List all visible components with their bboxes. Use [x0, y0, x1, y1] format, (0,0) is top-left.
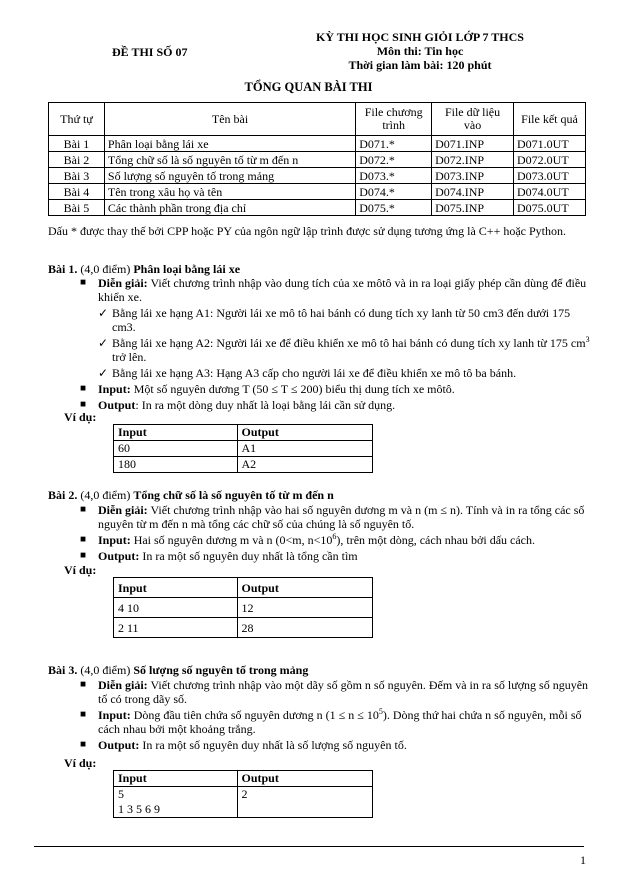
table-row: [49, 136, 586, 152]
bullet-item: [72, 382, 592, 396]
table-cell: 4 10: [114, 598, 238, 618]
table-row: [114, 441, 373, 457]
table-row: [49, 152, 586, 168]
table-cell: Bài 1: [49, 136, 105, 152]
bullet-label: Input:: [98, 708, 131, 722]
problem-name: Tổng chữ số là số nguyên tố từ m đến n: [133, 488, 334, 502]
table-cell: 2: [237, 787, 373, 818]
table-cell: D071.INP: [432, 136, 514, 152]
overview-title: TỔNG QUAN BÀI THI: [244, 80, 373, 94]
bullet-text: Dòng đầu tiên chứa số nguyên dương n (1 ≤ n ≤ 10: [133, 708, 379, 722]
bullet-item: [72, 533, 592, 547]
table-cell: D072.INP: [432, 152, 514, 168]
bullet-text: ). Dòng thứ hai chứa n số nguyên, mỗi số cách nhau bởi một khoảng trắng.: [98, 708, 582, 736]
checkmark-icon: ✓: [98, 306, 109, 320]
table-cell: D074.*: [356, 184, 432, 200]
check-text: Bằng lái xe hạng A2: Người lái xe để điều khiển xe mô tô hai bánh có dung tích xy lanh từ 175 cm: [112, 336, 586, 350]
column-header: File dữ liệu vào: [432, 103, 514, 136]
problem-label: Bài 3.: [48, 663, 78, 677]
bullet-icon: ■: [80, 504, 87, 515]
table-cell: D071.*: [356, 136, 432, 152]
bullet-text: ), trên một dòng, cách nhau bởi dấu cách.: [336, 533, 535, 547]
column-header: Input: [114, 578, 238, 598]
problem-3-body: [72, 678, 592, 754]
column-header: Input: [114, 771, 238, 787]
exam-title: KỲ THI HỌC SINH GIỎI LỚP 7 THCS: [316, 30, 524, 44]
bullet-item: [72, 738, 592, 752]
table-cell: D074.0UT: [514, 184, 586, 200]
problem-1-body: [72, 276, 592, 414]
problem-name: Số lượng số nguyên tố trong mảng: [133, 663, 309, 677]
problem-2-title: [48, 488, 334, 503]
bullet-item: [72, 549, 592, 563]
bullet-item: [72, 503, 592, 531]
table-cell: Bài 3: [49, 168, 105, 184]
bullet-text: : In ra một dòng duy nhất là loại bằng lái cần sử dụng.: [135, 398, 396, 412]
table-cell: D071.0UT: [514, 136, 586, 152]
problem-label: Bài 1.: [48, 262, 78, 276]
bullet-item: [72, 678, 592, 706]
table-row: [49, 184, 586, 200]
bullet-label: Input:: [98, 533, 131, 547]
checkmark-icon: ✓: [98, 366, 109, 380]
bullet-text: In ra một số nguyên duy nhất là tổng cần tìm: [142, 549, 358, 563]
table-cell: Các thành phần trong địa chỉ: [104, 200, 355, 216]
problem-points: (4,0 điểm): [80, 663, 131, 677]
table-cell: 180: [114, 457, 238, 473]
table-row: [49, 200, 586, 216]
table-cell: D075.INP: [432, 200, 514, 216]
bullet-label: Diễn giải:: [98, 276, 148, 290]
example-label: Ví dụ:: [64, 756, 97, 770]
exam-subject: Môn thi: Tin học: [376, 44, 464, 58]
example-table: [113, 770, 373, 818]
checkmark-icon: ✓: [98, 336, 109, 350]
bullet-item: [72, 276, 592, 304]
problem-name: Phân loại bằng lái xe: [133, 262, 241, 276]
table-row: [114, 771, 373, 787]
exam-duration: Thời gian làm bài: 120 phút: [348, 58, 492, 72]
bullet-item: [72, 708, 592, 736]
bullet-text: Hai số nguyên dương m và n (0<m, n<10: [133, 533, 333, 547]
table-cell: Số lượng số nguyên tố trong mảng: [104, 168, 355, 184]
language-note: Dấu * được thay thế bởi CPP hoặc PY của ngôn ngữ lập trình được sử dụng tương ứng là C++ hoặc Python.: [48, 224, 566, 238]
bullet-text: In ra một số nguyên duy nhất là số lượng số nguyên tố.: [142, 738, 407, 752]
bullet-item: [72, 398, 592, 412]
check-text: trở lên.: [112, 350, 147, 364]
problem-3-title: [48, 663, 308, 678]
table-row: [49, 168, 586, 184]
page-number: 1: [580, 853, 586, 867]
table-cell: 60: [114, 441, 238, 457]
bullet-label: Input:: [98, 382, 131, 396]
superscript: 6: [332, 532, 337, 541]
bullet-icon: ■: [80, 399, 87, 410]
bullet-icon: ■: [80, 534, 87, 545]
bullet-label: Diễn giải:: [98, 503, 148, 517]
check-item: [72, 336, 592, 364]
table-cell: D074.INP: [432, 184, 514, 200]
overview-table: [48, 102, 586, 216]
bullet-text: Một số nguyên dương T (50 ≤ T ≤ 200) biểu thị dung tích xe môtô.: [133, 382, 455, 396]
check-item: [72, 306, 592, 334]
table-cell: Bài 4: [49, 184, 105, 200]
table-cell: Bài 5: [49, 200, 105, 216]
bullet-text: Viết chương trình nhập vào một dãy số gồm n số nguyên. Đếm và in ra số lượng số nguyên tố có trong dãy số.: [98, 678, 589, 706]
example-table: [113, 577, 373, 638]
bullet-label: Output: [98, 398, 136, 412]
problem-points: (4,0 điểm): [80, 262, 131, 276]
footer-divider: [34, 846, 584, 847]
superscript: 5: [378, 707, 383, 716]
table-cell: Phân loại bằng lái xe: [104, 136, 355, 152]
table-cell: D075.*: [356, 200, 432, 216]
bullet-icon: ■: [80, 383, 87, 394]
exam-number: ĐỀ THI SỐ 07: [112, 45, 188, 59]
column-header: Output: [237, 425, 373, 441]
column-header: Output: [237, 578, 373, 598]
column-header: File chương trình: [356, 103, 432, 136]
table-row: [114, 618, 373, 638]
column-header: Tên bài: [104, 103, 355, 136]
problem-label: Bài 2.: [48, 488, 78, 502]
table-cell: D073.INP: [432, 168, 514, 184]
table-row: [114, 598, 373, 618]
bullet-label: Output:: [98, 549, 140, 563]
table-cell: A1: [237, 441, 373, 457]
table-cell: Bài 2: [49, 152, 105, 168]
bullet-icon: ■: [80, 709, 87, 720]
input-line: 1 3 5 6 9: [118, 802, 160, 816]
bullet-icon: ■: [80, 739, 87, 750]
table-row: [114, 425, 373, 441]
table-cell: 28: [237, 618, 373, 638]
example-table: [113, 424, 373, 473]
table-row: [114, 787, 373, 818]
superscript: 3: [585, 335, 590, 344]
table-cell: [114, 787, 238, 818]
bullet-text: Viết chương trình nhập vào dung tích của xe môtô và in ra loại giấy phép cần dùng để điều khiển xe.: [98, 276, 587, 304]
problem-1-title: [48, 262, 240, 277]
table-cell: D072.*: [356, 152, 432, 168]
problem-2-body: [72, 503, 592, 565]
column-header: Input: [114, 425, 238, 441]
bullet-label: Output:: [98, 738, 140, 752]
check-text: Bằng lái xe hạng A3: Hạng A3 cấp cho người lái xe để điều khiển xe mô tô ba bánh.: [112, 366, 517, 380]
bullet-icon: ■: [80, 277, 87, 288]
table-cell: 12: [237, 598, 373, 618]
table-row: [114, 457, 373, 473]
table-row: [114, 578, 373, 598]
table-cell: 2 11: [114, 618, 238, 638]
bullet-text: Viết chương trình nhập vào hai số nguyên dương m và n (m ≤ n). Tính và in ra tổng các số nguyên từ m đến n mà tổng các chữ số của chúng là số nguyên tố.: [98, 503, 585, 531]
example-label: Ví dụ:: [64, 563, 97, 577]
column-header: Output: [237, 771, 373, 787]
table-cell: D075.0UT: [514, 200, 586, 216]
table-cell: A2: [237, 457, 373, 473]
table-cell: D073.0UT: [514, 168, 586, 184]
bullet-icon: ■: [80, 550, 87, 561]
table-cell: Tên trong xâu họ và tên: [104, 184, 355, 200]
problem-points: (4,0 điểm): [80, 488, 131, 502]
table-cell: D073.*: [356, 168, 432, 184]
check-item: [72, 366, 592, 380]
overview-header-row: [49, 103, 586, 136]
table-cell: D072.0UT: [514, 152, 586, 168]
example-label: Ví dụ:: [64, 410, 97, 424]
column-header: Thứ tự: [49, 103, 105, 136]
bullet-label: Diễn giải:: [98, 678, 148, 692]
column-header: File kết quả: [514, 103, 586, 136]
exam-header: [300, 30, 540, 72]
table-cell: Tổng chữ số là số nguyên tố từ m đến n: [104, 152, 355, 168]
input-line: 5: [118, 787, 124, 801]
check-text: Bằng lái xe hạng A1: Người lái xe mô tô hai bánh có dung tích xy lanh từ 50 cm3 đến dưới 175 cm3.: [112, 306, 571, 334]
bullet-icon: ■: [80, 679, 87, 690]
